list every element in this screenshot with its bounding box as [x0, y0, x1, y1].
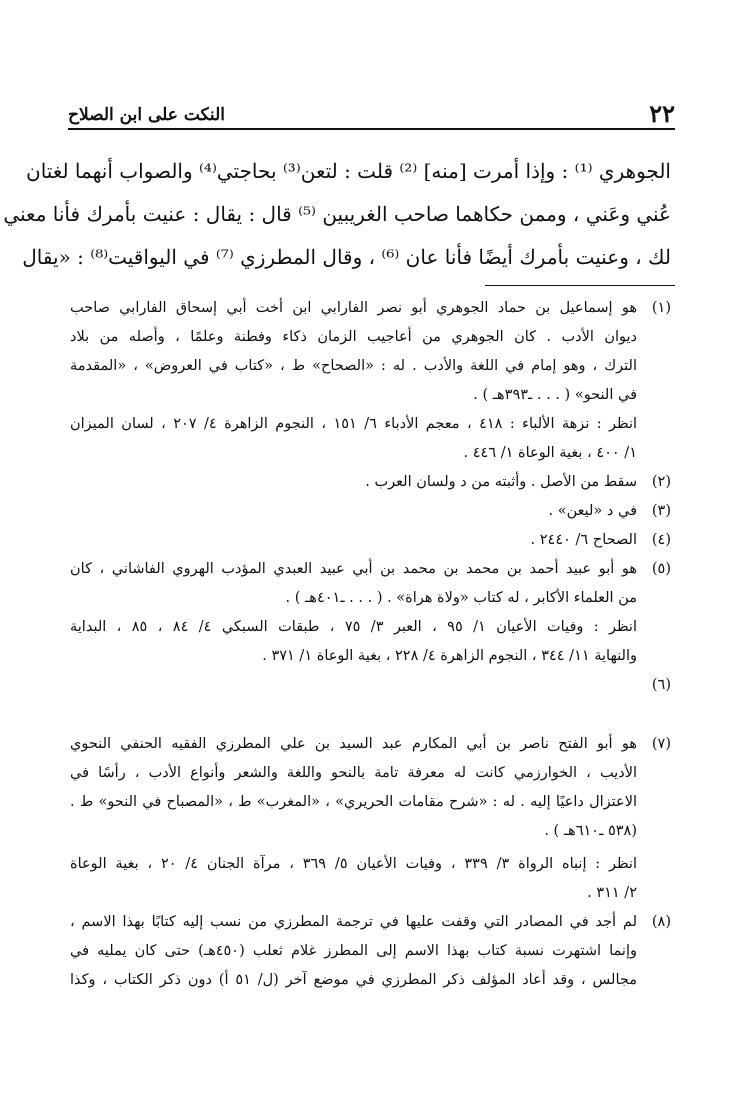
footnote-line: هو أبو الفتح ناصر بن أبي المكارم عبد السيد بن علي المطرزي الفقيه الحنفي النحوي	[70, 736, 637, 752]
footnote-line: مجالس ، وقد أعاد المؤلف ذكر المطرزي في موضع آخر (ل/ ٥١ أ) دون ذكر الكتاب ، وكذا	[70, 972, 637, 988]
footnote-number: (٦)	[651, 677, 671, 693]
footnote-5	[70, 555, 671, 671]
footnote-line: الصحاح ٦/ ٢٤٤٠ .	[530, 532, 637, 548]
footnote-7	[70, 730, 671, 908]
page-header	[68, 98, 675, 130]
footnote-separator	[485, 285, 675, 286]
footnote-reference: انظر : إنباه الرواة ٣/ ٣٣٩ ، وفيات الأعيان ٥/ ٣٦٩ ، مرآة الجنان ٤/ ٢٠ ، بغية الوعاة	[70, 856, 637, 872]
footnote-line: هو إسماعيل بن حماد الجوهري أبو نصر الفارابي ابن أخت أبي إسحاق الفارابي صاحب	[70, 300, 637, 316]
footnote-line: هو أبو عبيد أحمد بن محمد بن محمد بن أبي عبيد العبدي المؤدب الهروي الفاشاني ، كان	[70, 561, 637, 577]
main-text-line: لك ، وعنيت بأمرك أيضًا فأنا عان ⁽⁶⁾ ، وقال المطرزي ⁽⁷⁾ في اليواقيت⁽⁸⁾ : «يقال	[22, 245, 671, 269]
footnote-number: (٨)	[651, 914, 671, 930]
footnote-number: (٧)	[651, 736, 671, 752]
footnote-line: الترك ، وهو إمام في اللغة والأدب . له : «الصحاح» ط ، «كتاب في العروض» ، «المقدمة	[70, 358, 637, 374]
footnote-number: (٣)	[651, 503, 671, 519]
footnote-reference: ٢/ ٣١١ .	[587, 885, 637, 901]
footnote-reference: ١/ ٤٠٠ ، بغية الوعاة ١/ ٤٤٦ .	[463, 445, 637, 461]
footnote-4	[70, 526, 671, 555]
main-text-line: الجوهري ⁽¹⁾ : وإذا أمرت [منه] ⁽²⁾ قلت : لتعن⁽³⁾ بحاجتي⁽⁴⁾ والصواب أنهما لغتان	[26, 159, 671, 183]
footnote-line	[70, 671, 637, 700]
footnote-6	[70, 671, 671, 700]
footnote-gap	[70, 700, 671, 730]
main-text-line: عُني وعَني ، وممن حكاهما صاحب الغريبين ⁽⁵⁾ قال : يقال : عنيت بأمرك فأنا معني	[3, 202, 671, 226]
footnote-1	[70, 294, 671, 468]
footnote-line: الاعتزال داعيًا إليه . له : «شرح مقامات الحريري» ، «المغرب» ط ، «المصباح في النحو» ط .	[70, 794, 637, 810]
footnote-8	[70, 908, 671, 995]
footnote-3	[70, 497, 671, 526]
main-text	[3, 150, 671, 279]
footnote-line: من العلماء الأكابر ، له كتاب «ولاة هراة» . ( . . . ـ٤٠١هـ ) .	[285, 590, 637, 606]
footnote-number: (١)	[651, 300, 671, 316]
page-number: ٢٢	[649, 99, 675, 128]
footnote-line: سقط من الأصل . وأثبته من د ولسان العرب .	[365, 474, 637, 490]
footnote-number: (٤)	[651, 532, 671, 548]
footnote-reference: انظر : نزهة الألباء : ٤١٨ ، معجم الأدباء ٦/ ١٥١ ، النجوم الزاهرة ٤/ ٢٠٧ ، لسان الميزان	[70, 416, 638, 432]
footnote-number: (٥)	[651, 561, 671, 577]
footnote-line: لم أجد في المصادر التي وقفت عليها في ترجمة المطرزي من نسب إليه كتابًا بهذا الاسم ،	[70, 914, 637, 930]
footnote-number: (٢)	[651, 474, 671, 490]
footnote-reference: والنهاية ١١/ ٣٤٤ ، النجوم الزاهرة ٤/ ٢٢٨ ، بغية الوعاة ١/ ٣٧١ .	[262, 648, 637, 664]
footnote-line: (٥٣٨ ـ٦١٠هـ ) .	[544, 823, 637, 839]
running-title: النكت على ابن الصلاح	[68, 105, 225, 125]
footnote-line: في النحو» ( . . . ـ٣٩٣هـ ) .	[473, 387, 637, 403]
footnote-line: وإنما اشتهرت نسبة كتاب بهذا الاسم إلى المطرز غلام ثعلب (٤٥٠هـ) حتى كان يمليه في	[70, 943, 637, 959]
footnote-line: الأديب ، الخوارزمي كانت له معرفة تامة بالنحو واللغة والشعر وأنواع الأدب ، رأسًا في	[70, 765, 637, 781]
footnote-line: ديوان الأدب . كان الجوهري من أعاجيب الزمان ذكاء وفطنة وعلمًا ، وأصله من بلاد	[70, 329, 637, 345]
footnotes	[70, 294, 671, 995]
footnote-2	[70, 468, 671, 497]
footnote-line: في د «ليعن» .	[548, 503, 637, 519]
footnote-reference: انظر : وفيات الأعيان ١/ ٩٥ ، العبر ٣/ ٧٥ ، طبقات السبكي ٤/ ٨٤ ، ٨٥ ، البداية	[70, 619, 637, 635]
